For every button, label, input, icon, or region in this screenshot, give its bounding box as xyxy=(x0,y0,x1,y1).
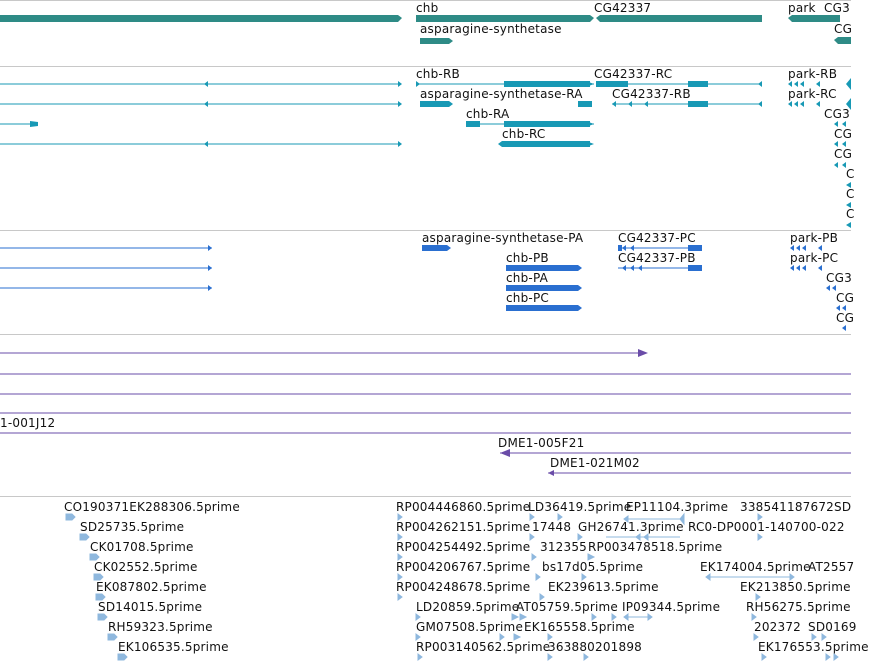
est-label[interactable]: 338541187672SD xyxy=(740,500,852,514)
transcript-label-asn-ra[interactable]: asparagine-synthetase-RA xyxy=(420,87,583,101)
est-label[interactable]: RP004254492.5prime xyxy=(396,540,531,554)
protein-label-cg-cut[interactable]: CG xyxy=(836,291,855,305)
est-label[interactable]: LD20859.5prime xyxy=(416,600,520,614)
gene-feature-chb[interactable] xyxy=(416,15,594,22)
protein-label-chb-pa[interactable]: chb-PA xyxy=(506,271,549,285)
transcript-label-park-rc[interactable]: park-RC xyxy=(788,87,837,101)
est-label[interactable]: SD25735.5prime xyxy=(80,520,185,534)
protein-label-cg42337-pc[interactable]: CG42337-PC xyxy=(618,231,696,245)
gene-feature-park[interactable] xyxy=(788,15,840,22)
protein-label-park-pb[interactable]: park-PB xyxy=(790,231,839,245)
est-label[interactable]: GH26741.3prime xyxy=(578,520,684,534)
transcript-label-c-cut[interactable]: C xyxy=(846,207,855,221)
est-label[interactable]: EK213850.5prime xyxy=(740,580,851,594)
est-label[interactable]: RP004248678.5prime xyxy=(396,580,531,594)
est-label[interactable]: RP004446860.5prime xyxy=(396,500,531,514)
gene-label-cg42337[interactable]: CG42337 xyxy=(594,1,652,15)
gene-label-cg3[interactable]: CG3 xyxy=(824,1,850,15)
est-label[interactable]: EK106535.5prime xyxy=(118,640,229,654)
transcript-label-chb-rb[interactable]: chb-RB xyxy=(416,67,460,81)
gene-feature-asn[interactable] xyxy=(420,38,453,44)
protein-label-chb-pc[interactable]: chb-PC xyxy=(506,291,549,305)
protein-label-park-pc[interactable]: park-PC xyxy=(790,251,839,265)
clone-track-glyphs xyxy=(0,334,851,496)
protein-label-cg3[interactable]: CG3 xyxy=(826,271,852,285)
est-label[interactable]: EK174004.5prime xyxy=(700,560,811,574)
protein-track-glyphs xyxy=(0,230,851,334)
transcript-label-park-rb[interactable]: park-RB xyxy=(788,67,838,81)
gene-label-cg-cut[interactable]: CG xyxy=(834,22,853,36)
est-label[interactable]: EK176553.5prime xyxy=(758,640,869,654)
clone-label[interactable]: 1-001J12 xyxy=(0,416,56,430)
transcript-label-cg3[interactable]: CG3 xyxy=(824,107,850,121)
protein-label-chb-pb[interactable]: chb-PB xyxy=(506,251,549,265)
transcript-label-cg42337-rb[interactable]: CG42337-RB xyxy=(612,87,691,101)
est-label[interactable]: EK239613.5prime xyxy=(548,580,659,594)
est-label[interactable]: SD0169 xyxy=(808,620,857,634)
est-label[interactable]: CK02552.5prime xyxy=(94,560,198,574)
protein-label-asn-pa[interactable]: asparagine-synthetase-PA xyxy=(422,231,584,245)
gene-feature-cg3[interactable] xyxy=(834,37,851,44)
est-label[interactable]: CO190371EK288306.5prime xyxy=(64,500,240,514)
transcript-label-c-cut[interactable]: C xyxy=(846,187,855,201)
gene-label-park[interactable]: park xyxy=(788,1,816,15)
protein-label-cg-cut[interactable]: CG xyxy=(836,311,855,325)
est-label[interactable]: GM07508.5prime xyxy=(416,620,524,634)
transcript-label-cg42337-rc[interactable]: CG42337-RC xyxy=(594,67,673,81)
clone-label[interactable]: DME1-021M02 xyxy=(550,456,640,470)
est-label[interactable]: RH56275.5prime xyxy=(746,600,851,614)
est-label[interactable]: 363880201898 xyxy=(548,640,643,654)
transcript-label-chb-ra[interactable]: chb-RA xyxy=(466,107,510,121)
est-label[interactable]: EK087802.5prime xyxy=(96,580,207,594)
est-label[interactable]: IP09344.5prime xyxy=(622,600,721,614)
est-label[interactable]: EP11104.3prime xyxy=(626,500,729,514)
est-label[interactable]: AT2557 xyxy=(808,560,855,574)
protein-label-cg42337-pb[interactable]: CG42337-PB xyxy=(618,251,696,265)
est-label[interactable]: RH59323.5prime xyxy=(108,620,213,634)
est-label[interactable]: RP004206767.5prime xyxy=(396,560,531,574)
gene-feature-left[interactable] xyxy=(0,15,402,22)
est-label[interactable]: bs17d05.5prime xyxy=(542,560,644,574)
est-label[interactable]: LD36419.5prime xyxy=(528,500,632,514)
transcript-label-chb-rc[interactable]: chb-RC xyxy=(502,127,546,141)
est-label[interactable]: EK165558.5prime xyxy=(524,620,635,634)
est-label[interactable]: RC0-DP0001-140700-022 xyxy=(688,520,845,534)
est-label[interactable]: AT05759.5prime xyxy=(516,600,618,614)
gene-label-asn[interactable]: asparagine-synthetase xyxy=(420,22,562,36)
transcript-label-c-cut[interactable]: C xyxy=(846,167,855,181)
clone-label[interactable]: DME1-005F21 xyxy=(498,436,585,450)
est-label[interactable]: 312355 xyxy=(540,540,588,554)
est-label[interactable]: 202372 xyxy=(754,620,802,634)
gene-label-chb[interactable]: chb xyxy=(416,1,439,15)
est-label[interactable]: 17448 xyxy=(532,520,572,534)
est-label[interactable]: RP003140562.5prime xyxy=(416,640,551,654)
transcript-label-cg-cut[interactable]: CG xyxy=(834,147,853,161)
est-label[interactable]: SD14015.5prime xyxy=(98,600,203,614)
est-label[interactable]: CK01708.5prime xyxy=(90,540,194,554)
gene-feature-cg42337[interactable] xyxy=(596,15,762,22)
est-label[interactable]: RP003478518.5prime xyxy=(588,540,723,554)
est-label[interactable]: RP004262151.5prime xyxy=(396,520,531,534)
transcript-label-cg-cut[interactable]: CG xyxy=(834,127,853,141)
